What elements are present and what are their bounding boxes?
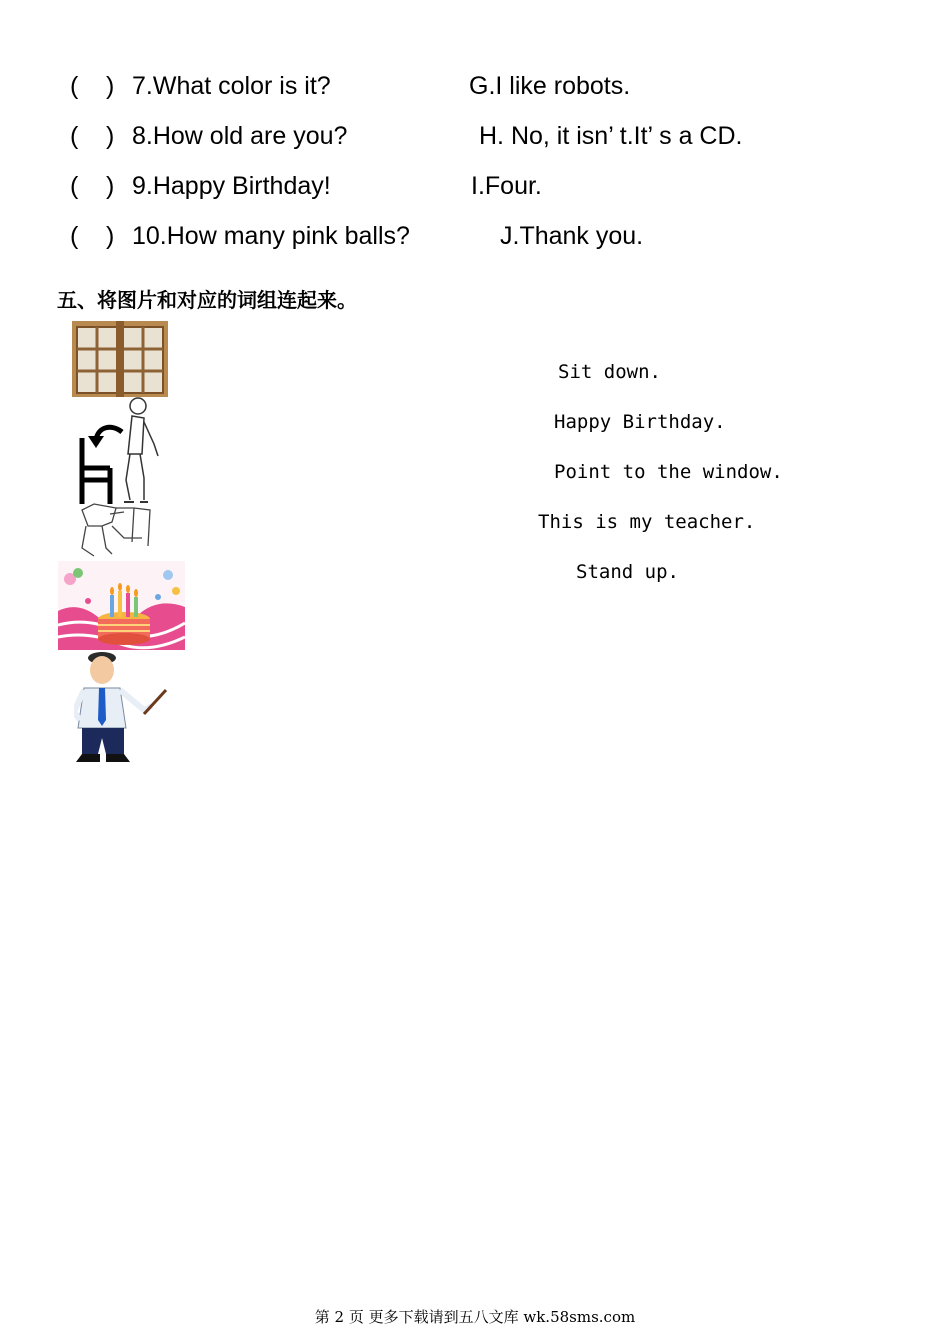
section-title: 五、将图片和对应的词组连起来。 [57,288,357,312]
question-text: 7.What color is it? [132,72,331,100]
phrase-stand-up: Stand up. [576,561,679,583]
answer-paren-open: ( [70,122,79,150]
phrase-this-is-my-teacher: This is my teacher. [538,511,756,533]
window-picture [72,321,168,397]
question-text: 8.How old are you? [132,122,348,150]
matching-row-8 [70,122,850,156]
answer-option: H. No, it isn’ t.It’ s a CD. [479,122,743,150]
phrase-point-to-window: Point to the window. [554,461,783,483]
teacher-picture [74,650,168,766]
phrase-sit-down: Sit down. [558,361,661,383]
answer-paren-open: ( [70,72,79,100]
matching-row-10 [70,222,850,256]
answer-paren-close: ) [106,172,115,200]
answer-paren-close: ) [106,122,115,150]
matching-row-7 [70,72,850,106]
page-footer: 第 2 页 更多下载请到五八文库 wk.58sms.com [314,1308,636,1326]
answer-option: J.Thank you. [500,222,644,250]
question-text: 9.Happy Birthday! [132,172,331,200]
phrase-happy-birthday: Happy Birthday. [554,411,726,433]
answer-paren-close: ) [106,222,115,250]
matching-row-9 [70,172,850,206]
answer-paren-open: ( [70,172,79,200]
answer-option: G.I like robots. [469,72,631,100]
birthday-cake-picture [58,561,185,650]
sit-stand-picture [72,396,162,562]
answer-paren-close: ) [106,72,115,100]
answer-option: I.Four. [471,172,542,200]
answer-paren-open: ( [70,222,79,250]
question-text: 10.How many pink balls? [132,222,410,250]
